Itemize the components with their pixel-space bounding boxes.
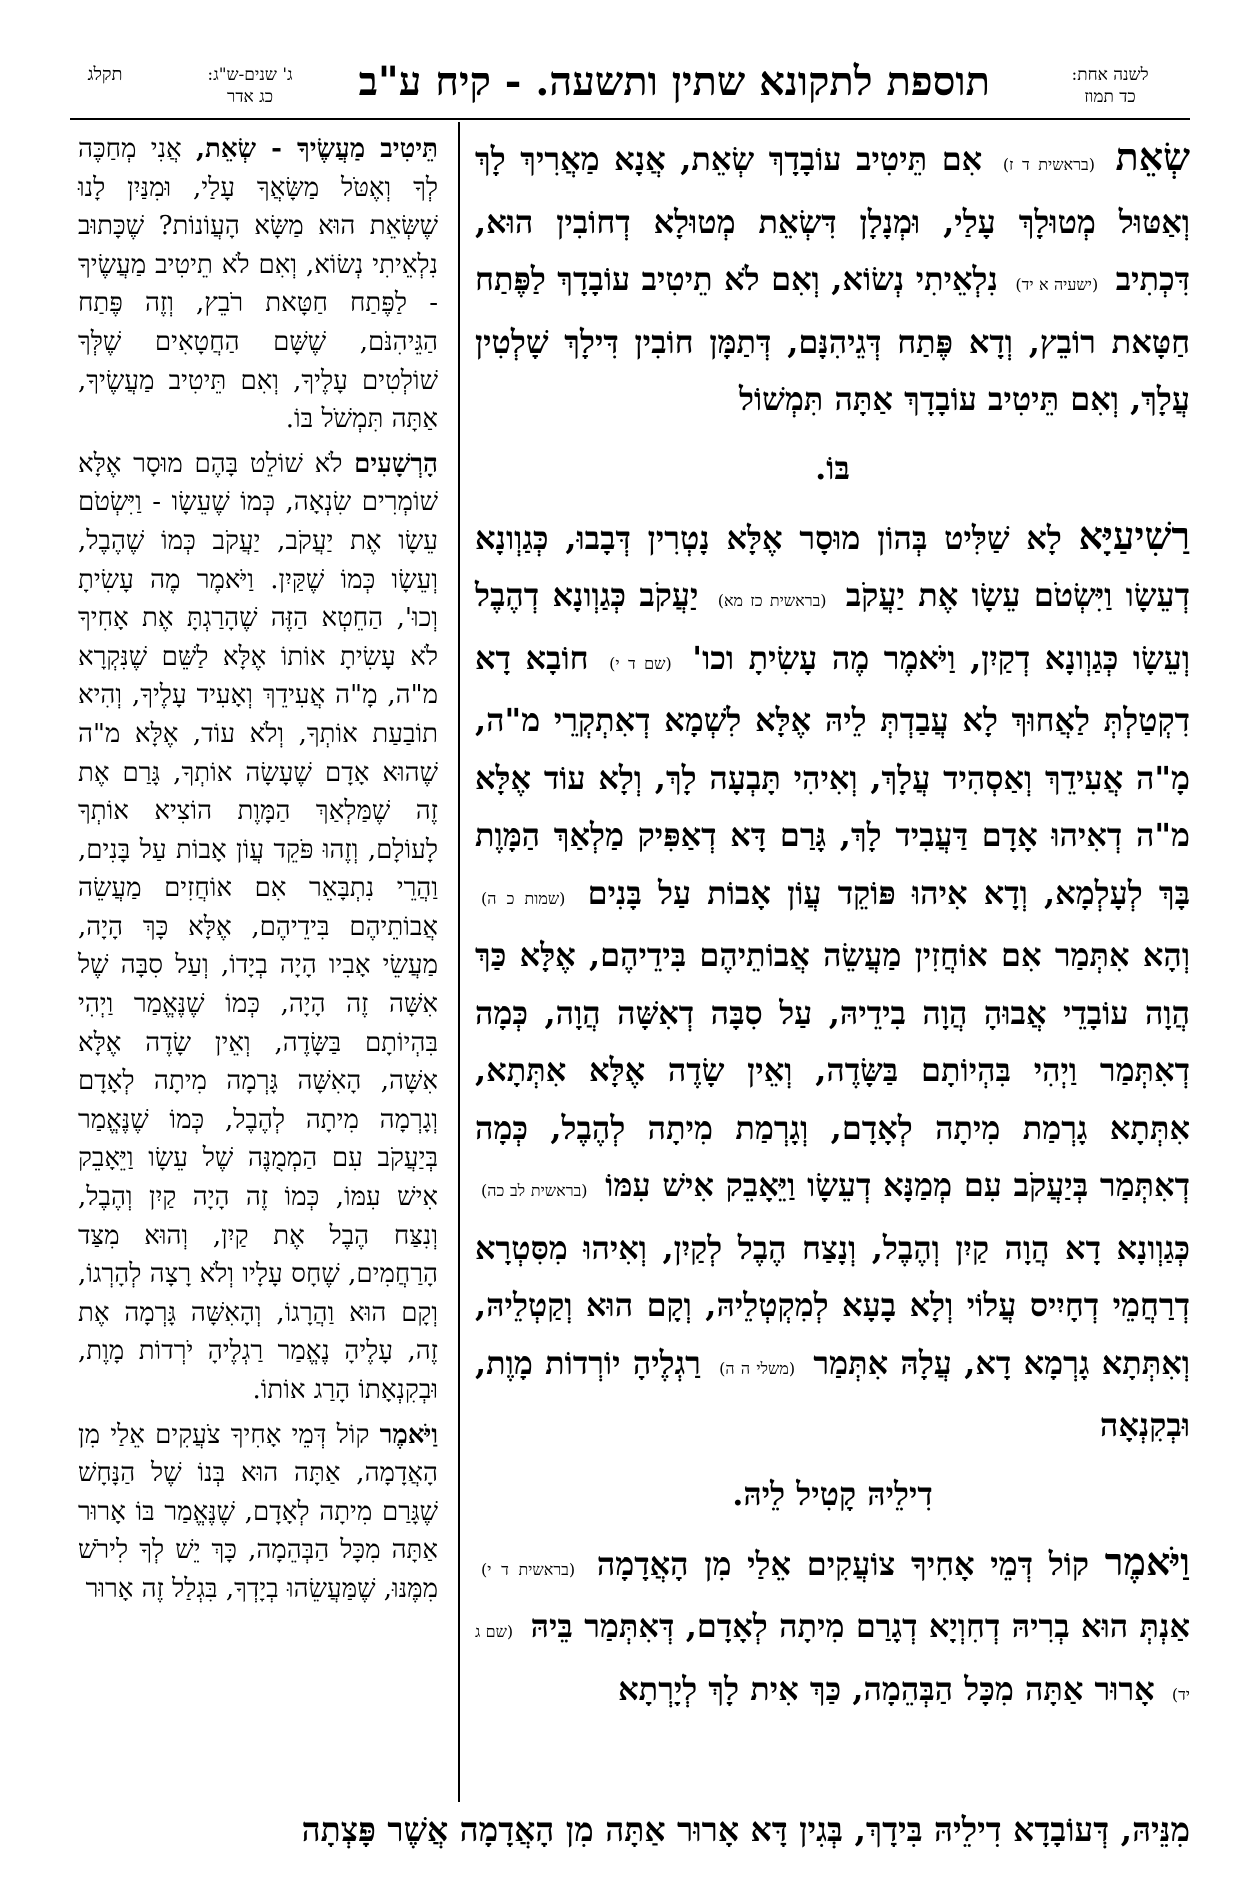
translation-paragraph-3 (78, 1416, 438, 1609)
translation-text: קוֹל דְּמֵי אָחִיךָ צֹעֲקִים אֵלַי מִן הָאֲדָמָה, אַתָּה הוּא בְּנוֹ שֶׁל הַנָּחָשׁ שֶׁגָּרַם מִיתָה לְאָדָם, שֶׁנֶּאֱמַר בּוֹ אָרוּר אַתָּה מִכָּל הַבְּהֵמָה, כָּךְ יֵשׁ לְךָ לִירֹשׁ מִמֶּנּוּ, שֶׁמַּעֲשֵׂהוּ בְיָדְךָ, בִּגְלַל זֶה אָרוּר (78, 1419, 438, 1604)
source-reference: (בראשית כז מא) (717, 591, 827, 610)
paragraph-closing-line: דִילֵיהּ קָטִיל לֵיהּ. (732, 1474, 933, 1513)
page-header (70, 56, 1190, 116)
translation-lead: וַיֹּאמֶר (379, 1419, 438, 1450)
source-reference: (שם ג יד) (475, 1622, 1190, 1704)
source-reference: (ישעיה א יד) (1015, 275, 1099, 294)
header-right-line2: כד תמוז (1084, 87, 1136, 107)
paragraph-text: יַעֲקֹב כְּגַוְונָא דְהֶבֶל וְעֵשָׂו כְּגַוְונָא דְקַיִן, וַיֹּאמֶר מֶה עָשִׂיתָ וכו' (475, 576, 1190, 677)
source-reference: (בראשית לב כה) (481, 1181, 588, 1200)
translation-lead: הָרְשָׁעִים (354, 448, 439, 479)
header-mid-line1: ג' שנים-ש"ג: (207, 65, 293, 85)
paragraph-lead-word: שְׂאֵת (1115, 134, 1191, 179)
page-title: תוספת לתקונא שתין ותשעה. - קיח ע"ב (358, 58, 990, 105)
source-reference: (בראשית ד י) (481, 1559, 576, 1579)
translation-paragraph-1 (78, 130, 438, 439)
paragraph-closing-line: בּוֹ. (815, 448, 850, 487)
header-schedule-one-year (1030, 64, 1190, 108)
paragraph-text: וְהָא אִתְּמַר אִם אוֹחֲזִין מַעֲשֵׂה אֲבוֹתֵיהֶם בִּידֵיהֶם, אֶלָּא כַּךְ הֲוָה עוֹבָדֵי אֲבוּהָ הֲוָה בִידֵיהּ, עַל סִבָּה דְאִשָּׁה הֲוָה, כְּמָה דְאִתְּמַר וַיְהִי בִּהְיוֹתָם בַּשָּׂדֶה, וְאֵין שָׂדֶה אֶלָּא אִתְּתָא, אִתְּתָא גָרְמַת מִיתָה לְאָדָם, וְגָרְמַת מִיתָה לְהֶבֶל, כְּמָה דְאִתְּמַר בְּיַעֲקֹב עִם מְמַנָּא דְעֵשָׂו וַיֵּאָבֵק אִישׁ עִמּוֹ (475, 936, 1191, 1204)
source-reference: (שם ד י) (609, 653, 672, 673)
paragraph-text: רַגְלֶיהָ יוֹרְדוֹת מָוֶת, וּבְקִנְאָה (475, 1343, 1190, 1444)
paragraph-text: קוֹל דְּמֵי אָחִיךָ צוֹעֲקִים אֵלַי מִן הָאֲדָמָה (596, 1544, 1090, 1583)
paragraph-text: חוֹבָא דָא דִקְטַלְתְּ לַאֲחוּךְ לָא עֲבַדְתְּ לֵיהּ אֶלָּא לִשְׁמָא דְאִתְקְרֵי מ"ה, מָ"ה אֲעִידֵךְ וְאַסְהִיד עֲלָךְ, וְאִיהִי תָּבְעָה לָךְ, וְלָא עוֹד אֶלָּא מ"ה דְאִיהוּ אָדָם דַּעֲבִיד לָךְ, גָּרַם דָּא דְאַפִּיק מַלְאַךְ הַמָּוֶת בָּךְ לְעָלְמָא, וְדָא אִיהוּ פּוֹקֵד עֲוֹן אָבוֹת עַל בָּנִים (475, 638, 1191, 912)
column-divider (458, 122, 460, 1802)
paragraph-text: נִלְאֵיתִי נְשׂוֹא, וְאִם לֹא תֵיטִיב עוֹבָדָךְ לַפֶּתַח חַטָּאת רוֹבֵץ, וְדָא פֶּתַח דְּגֵיהִנָּם, דְּתַמָּן חוֹבִין דִּילָךְ שָׁלְטִין עֲלָךְ, וְאִם תֵּיטִיב עוֹבָדָךְ אַתָּה תִּמְשׁוֹל (475, 260, 1190, 418)
main-paragraph-3 (475, 1533, 1190, 1724)
header-divider (70, 118, 1190, 120)
header-mid-line2: כג אדר (226, 87, 274, 107)
paragraph-lead-word: וַיֹּאמֶר (1104, 1538, 1191, 1584)
source-reference: (שמות כ ה) (481, 888, 566, 908)
translation-text: לֹא שׁוֹלֵט בָּהֶם מוּסָר אֶלָּא שׁוֹמְרִים שִׂנְאָה, כְּמוֹ שֶׁעֵשָׂו - וַיִּשְׂטֹם עֵשָׂו אֶת יַעֲקֹב, יַעֲקֹב כְּמוֹ שֶׁהֶבֶל, וְעֵשָׂו כְּמוֹ שֶׁקַּיִן. וַיֹּאמֶר מֶה עָשִׂיתָ וְכוּ', הַחֵטְא הַזֶּה שֶׁהָרַגְתָּ אֶת אָחִיךָ לֹא עָשִׂיתָ אוֹתוֹ אֶלָּא לַשֵּׁם שֶׁנִּקְרָא מ"ה, מָ"ה אֲעִידֵךְ וְאָעִיד עָלֶיךָ, וְהִיא תוֹבַעַת אוֹתְךָ, וְלֹא עוֹד, אֶלָּא מ"ה שֶׁהוּא אָדָם שֶׁעָשָׂה אוֹתְךָ, גָּרַם אֶת זֶה שֶׁמַּלְאַךְ הַמָּוֶת הוֹצִיא אוֹתְךָ לָעוֹלָם, וְזֶהוּ פֹּקֵד עֲוֹן אָבוֹת עַל בָּנִים, וַהֲרֵי נִתְבָּאֵר אִם אוֹחֲזִים מַעֲשֵׂה אֲבוֹתֵיהֶם בִּידֵיהֶם, אֶלָּא כָּךְ הָיָה, מַעֲשֵׂי אָבִיו הָיָה בְיָדוֹ, וְעַל סִבָּה שֶׁל אִשָּׁה זֶה הָיָה, כְּמוֹ שֶׁנֶּאֱמַר וַיְהִי בִּהְיוֹתָם בַּשָּׂדֶה, וְאֵין שָׂדֶה אֶלָּא אִשָּׁה, הָאִשָּׁה גָּרְמָה מִיתָה לְאָדָם וְגָרְמָה מִיתָה לְהֶבֶל, כְּמוֹ שֶׁנֶּאֱמַר בְּיַעֲקֹב עִם הַמְמֻנֶּה שֶׁל עֵשָׂו וַיֵּאָבֵק אִישׁ עִמּוֹ, כְּמוֹ זֶה הָיָה קַיִן וְהֶבֶל, וְנִצַּח הֶבֶל אֶת קַיִן, וְהוּא מִצַּד הָרַחֲמִים, שֶׁחָס עָלָיו וְלֹא רָצָה לְהָרְגוֹ, וְקָם הוּא וַהֲרָגוֹ, וְהָאִשָּׁה גָּרְמָה אֶת זֶה, עָלֶיהָ נֶאֱמַר רַגְלֶיהָ יֹרְדוֹת מָוֶת, וּבְקִנְאָתוֹ הָרַג אוֹתוֹ. (78, 448, 438, 1405)
main-paragraph-1 (475, 128, 1190, 429)
paragraph-text: כְּגַוְונָא דָא הֲוָה קַיִן וְהֶבֶל, וְנָצַח הֶבֶל לְקַיִן, וְאִיהוּ מִסִּטְרָא דְרַחֲמֵי דְחָיִיס עֲלוֹי וְלָא בָעָא לְמִקְטְלֵיהּ, וְקָם הוּא וְקַטְלֵיהּ, וְאִתְּתָא גָרְמָא דָא, עֲלָהּ אִתְּמַר (475, 1228, 1191, 1382)
paragraph-text: לָא שַׁלִּיט בְּהוֹן מוּסָר אֶלָּא נָטְרִין דְּבָבוּ, כְּגַוְונָא דְעֵשָׂו וַיִּשְׂטֹם עֵשָׂו אֶת יַעֲקֹב (475, 518, 1191, 614)
source-reference: (בראשית ד ז) (1002, 155, 1095, 174)
translation-text: אֲנִי מְחַכֶּה לְךָ וְאֶטֹּל מַשָּׂאֲךָ עָלַי, וּמִנַּיִן לָנוּ שֶׁשְּׂאֵת הוּא מַשָּׂא הָעֲוֹנוֹת? שֶׁכָּתוּב נִלְאֵיתִי נְשׂוֹא, וְאִם לֹא תֵיטִיב מַעֲשֶׂיךָ - לַפֶּתַח חַטָּאת רֹבֵץ, וְזֶה פֶּתַח הַגֵּיהִנֹּם, שֶׁשָּׁם הַחֲטָאִים שֶׁלְּךָ שׁוֹלְטִים עָלֶיךָ, וְאִם תֵּיטִיב מַעֲשֶׂיךָ, אַתָּה תִּמְשֹׁל בּוֹ. (78, 134, 438, 435)
header-right-line1: לשנה אחת: (1071, 65, 1149, 85)
paragraph-text: אִם תֵּיטִיב עוֹבָדָךְ שְׂאֵת, אֲנָא מַאֲרִיךְ לָךְ וְאַטּוּל מְטוּלָךְ עָלַי, וּמְנָלָן דִּשְׂאֵת מְטוּלָא דְחוֹבִין הוּא, דִּכְתִיב (475, 140, 1191, 298)
source-reference: (משלי ה ה) (719, 1358, 796, 1378)
main-column (475, 128, 1190, 1733)
translation-paragraph-2 (78, 445, 438, 1410)
paragraph-text: אַנְתְּ הוּא בְרִיהּ דְחִוְיָא דְגָרַם מִיתָה לְאָדָם, דְּאִתְּמַר בֵּיהּ (530, 1607, 1191, 1645)
paragraph-text: אָרוּר אַתָּה מִכָּל הַבְּהֵמָה, כַּךְ אִית לָךְ לְיָרְתָא (618, 1669, 1155, 1708)
main-paragraph-2 (475, 507, 1190, 1455)
header-schedule-three-years (160, 64, 340, 108)
translation-lead: תֵּיטִיב מַעֲשֶׂיךָ - שְׂאֵת, (196, 134, 438, 164)
bottom-continuation-line: מִנֵּיהּ, דְּעוֹבָדָא דִילֵיהּ בִּידָךְ, בְּגִין דָּא אָרוּר אַתָּה מִן הָאֲדָמָה אֲשֶׁר פָּצְתָה (301, 1810, 1190, 1849)
translation-column (78, 130, 438, 1615)
paragraph-lead-word: רַשִׁיעַיָּא (1078, 512, 1191, 558)
page-number: תקלג (87, 64, 123, 85)
